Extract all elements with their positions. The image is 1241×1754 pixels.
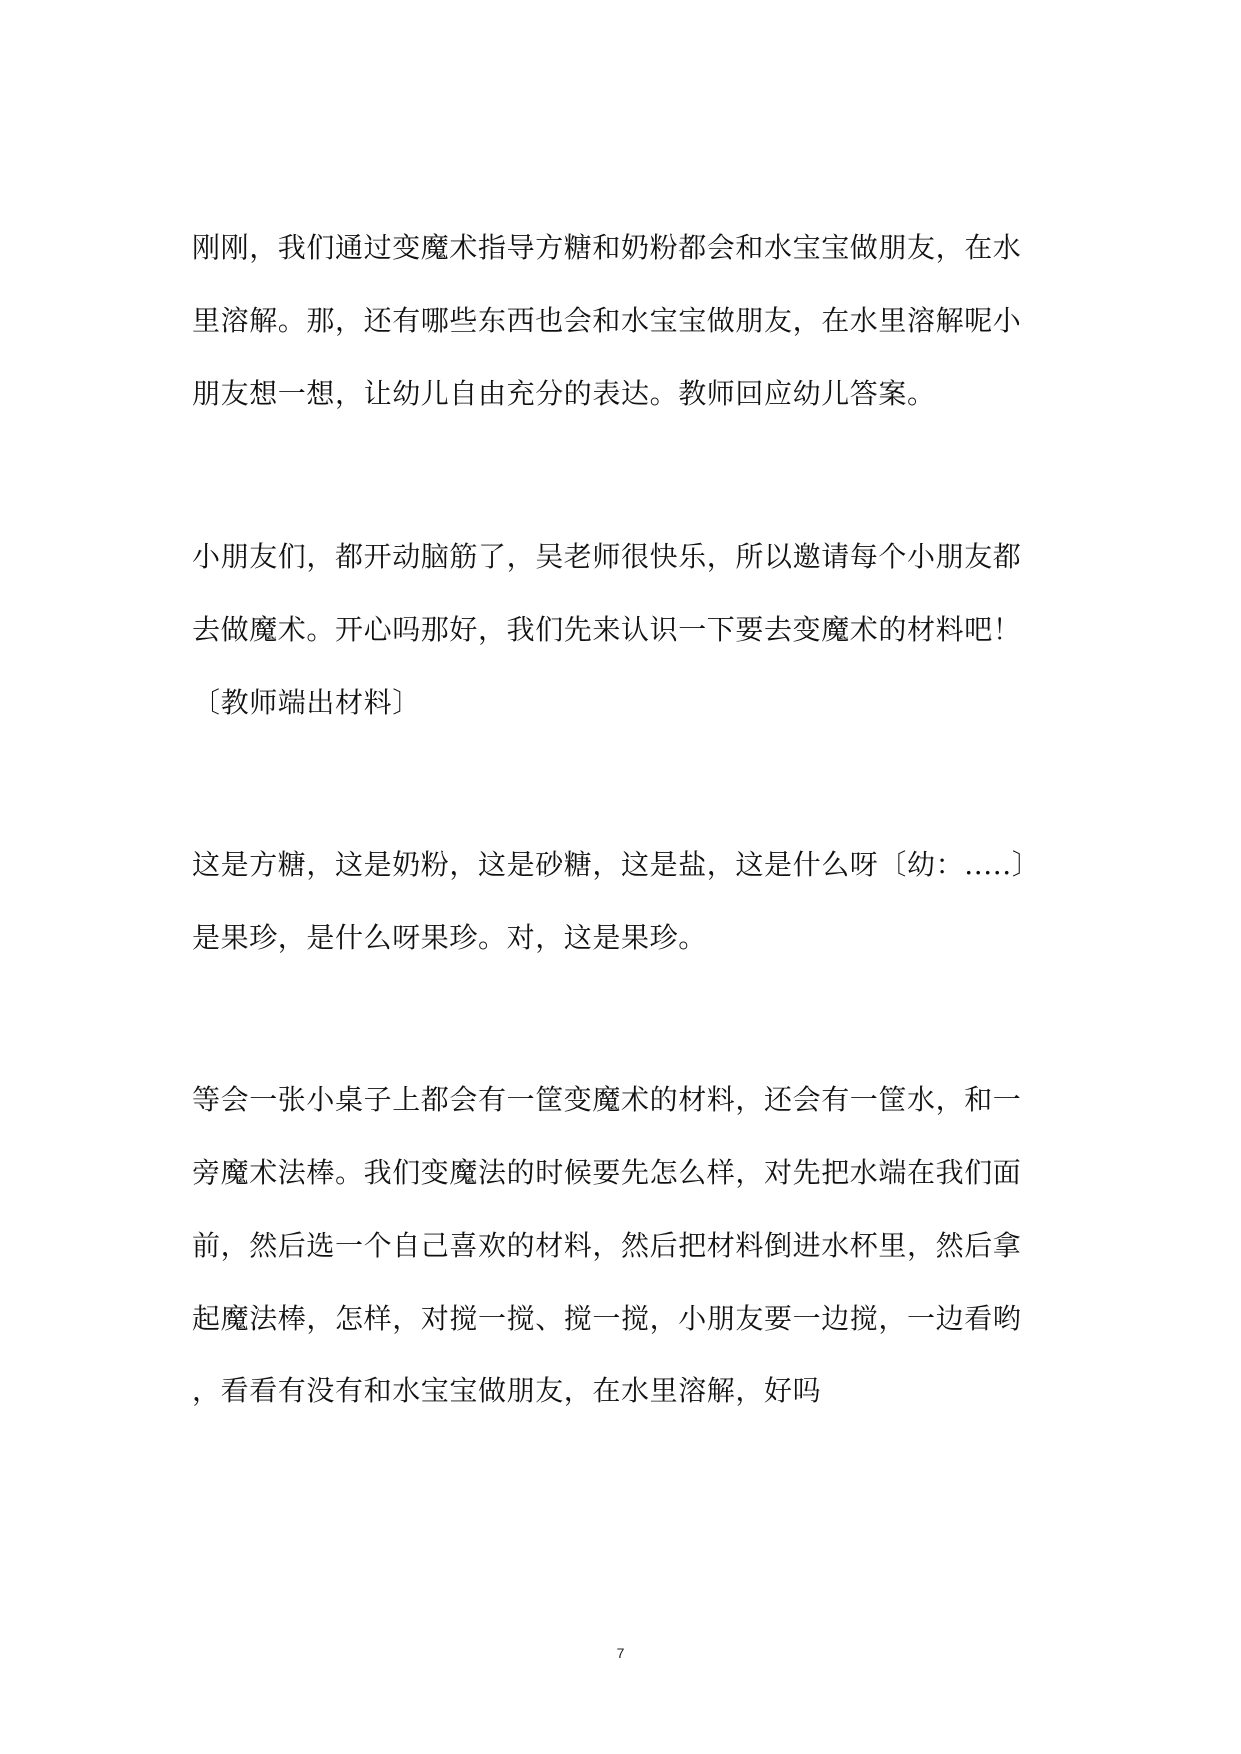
- page-number: 7: [616, 1645, 625, 1661]
- text-line: 起魔法棒，怎样，对搅一搅、搅一搅，小朋友要一边搅，一边看哟: [192, 1302, 1022, 1335]
- text-line: 朋友想一想，让幼儿自由充分的表达。教师回应幼儿答案。: [192, 377, 936, 410]
- text-line: 里溶解。那，还有哪些东西也会和水宝宝做朋友，在水里溶解呢小: [192, 304, 1022, 337]
- text-line: 小朋友们，都开动脑筋了，吴老师很快乐，所以邀请每个小朋友都: [192, 540, 1022, 573]
- text-line: 旁魔术法棒。我们变魔法的时候要先怎么样，对先把水端在我们面: [192, 1156, 1022, 1189]
- text-line: 等会一张小桌子上都会有一筐变魔术的材料，还会有一筐水，和一: [192, 1083, 1022, 1116]
- text-line: 是果珍，是什么呀果珍。对，这是果珍。: [192, 921, 707, 954]
- text-line: 刚刚，我们通过变魔术指导方糖和奶粉都会和水宝宝做朋友，在水: [192, 231, 1022, 264]
- text-line: 这是方糖，这是奶粉，这是砂糖，这是盐，这是什么呀〔幼：.....〕: [192, 848, 1041, 881]
- text-line: ，看看有没有和水宝宝做朋友，在水里溶解，好吗: [192, 1374, 822, 1407]
- text-line: 去做魔术。开心吗那好，我们先来认识一下要去变魔术的材料吧！: [192, 613, 1022, 646]
- text-line: 〔教师端出材料〕: [192, 686, 421, 719]
- text-line: 前，然后选一个自己喜欢的材料，然后把材料倒进水杯里，然后拿: [192, 1229, 1022, 1262]
